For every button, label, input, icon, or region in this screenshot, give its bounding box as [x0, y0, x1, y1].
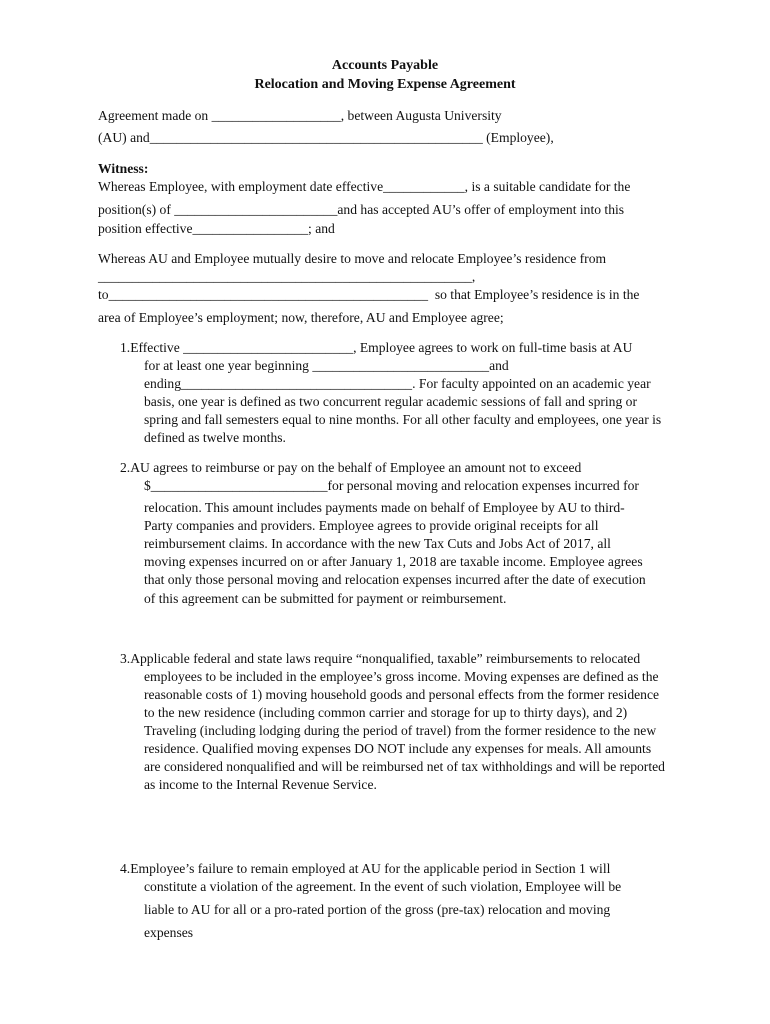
section2-line: reimbursement claims. In accordance with the new Tax Cuts and Jobs Act of 2017, all [144, 536, 611, 551]
whereas-line: Whereas AU and Employee mutually desire to move and relocate Employee’s residence from [98, 251, 607, 266]
document-title: Accounts Payable [331, 58, 439, 73]
section3-line: Traveling (including lodging during the period of travel) from the former residence to the new [144, 723, 657, 738]
whereas-line: to_______________________________________________ so that Employee’s residence is in the [98, 287, 640, 302]
section3-line: residence. Qualified moving expenses DO NOT include any expenses for meals. All amounts [144, 741, 652, 756]
section2-line: 2.AU agrees to reimburse or pay on the behalf of Employee an amount not to exceed [120, 460, 582, 475]
section2-line: of this agreement can be submitted for payment or reimbursement. [144, 591, 507, 606]
intro-line: (AU) and_________________________________________________ (Employee), [98, 130, 554, 145]
witness-heading: Witness: [98, 161, 149, 176]
section1-line: 1.Effective _________________________, Employee agrees to work on full-time basis at AU [120, 340, 633, 355]
section2-line: Party companies and providers. Employee agrees to provide original receipts for all [144, 518, 599, 533]
section2-line: moving expenses incurred on or after January 1, 2018 are taxable income. Employee agrees [144, 554, 643, 569]
section2-line: $__________________________for personal moving and relocation expenses incurred for [144, 478, 639, 493]
section2-line: that only those personal moving and relocation expenses incurred after the date of execution [144, 572, 646, 587]
section1-line: spring and fall semesters equal to nine months. For all other faculty and employees, one year is [144, 412, 662, 427]
witness-line: position effective_________________; and [98, 221, 335, 236]
section4-line: constitute a violation of the agreement. In the event of such violation, Employee will be [144, 879, 622, 894]
witness-line: Whereas Employee, with employment date effective____________, is a suitable candidate for the [98, 179, 631, 194]
document-subtitle: Relocation and Moving Expense Agreement [254, 77, 516, 92]
section4-line: liable to AU for all or a pro-rated portion of the gross (pre-tax) relocation and moving [144, 902, 611, 917]
intro-line: Agreement made on ___________________, between Augusta University [98, 108, 502, 123]
section2-line: relocation. This amount includes payments made on behalf of Employee by AU to third- [144, 500, 625, 515]
section4-line: expenses [144, 925, 194, 940]
section3-line: 3.Applicable federal and state laws require “nonqualified, taxable” reimbursements to relocated [120, 651, 641, 666]
whereas-line: area of Employee’s employment; now, therefore, AU and Employee agree; [98, 310, 504, 325]
section3-line: to the new residence (including common carrier and storage for up to thirty days), and 2) [144, 705, 628, 720]
section1-line: for at least one year beginning __________________________and [144, 358, 509, 373]
section3-line: reasonable costs of 1) moving household goods and personal effects from the former residence [144, 687, 660, 702]
section1-line: basis, one year is defined as two concurrent regular academic sessions of fall and spring or [144, 394, 637, 409]
section3-line: are considered nonqualified and will be reimbursed net of tax withholdings and will be reported [144, 759, 665, 774]
section1-line: defined as twelve months. [144, 430, 286, 445]
section3-line: employees to be included in the employee’s gross income. Moving expenses are defined as the [144, 669, 659, 684]
section3-line: as income to the Internal Revenue Service. [144, 777, 377, 792]
section1-line: ending__________________________________. For faculty appointed on an academic year [144, 376, 651, 391]
witness-line: position(s) of ________________________and has accepted AU’s offer of employment into this [98, 202, 625, 217]
whereas-line: _______________________________________________________, [98, 269, 476, 284]
section4-line: 4.Employee’s failure to remain employed at AU for the applicable period in Section 1 will [120, 861, 611, 876]
